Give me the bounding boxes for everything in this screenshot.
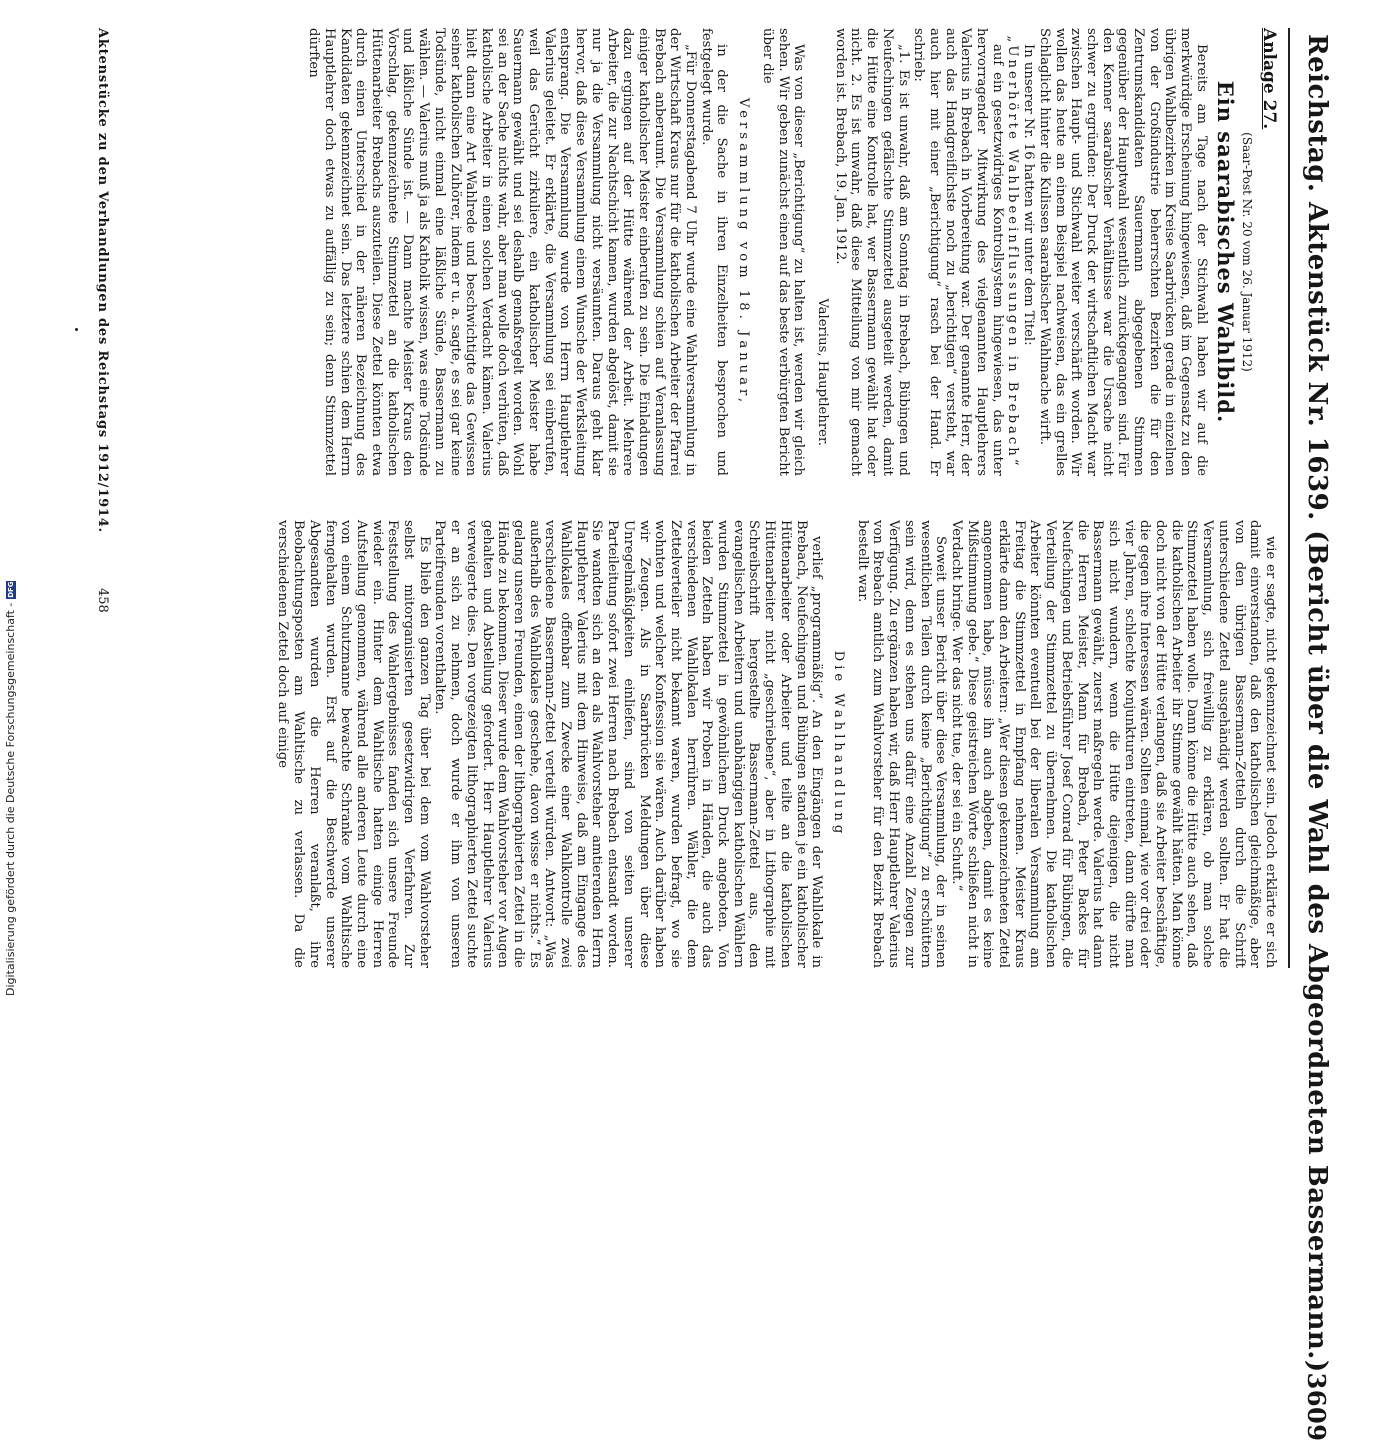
- paragraph: in der die Sache in ihren Einzelheiten besprochen und festgelegt wurde.: [698, 28, 730, 476]
- article-headline: Ein saarabisches Wahlbild.: [1212, 80, 1238, 424]
- digitization-credit: [4, 581, 17, 996]
- header-title: Reichstag. Aktenstück Nr. 1639. (Bericht über die Wahl des Abgeordneten Bassermann.): [1302, 34, 1332, 1373]
- paragraph: Soweit unser Bericht über diese Versammlung, der in seinen wesentlichen Teilen durch keine „Berichtigung“ zu erschüttern sein wird, denn es stehen uns dafür eine Anzahl Zeugen zur Verfügung. Zu ergänzen haben wir, daß Herr Hauptlehrer Valerius von Brebach amtlich zum Wahlvorsteher für den Bezirk Brebach bestellt war.: [854, 520, 949, 968]
- paragraph: Was von dieser „Berichtigung“ zu halten ist, werden wir gleich sehen. Wir geben zunächst einen auf das beste verbürgten Bericht über die: [759, 28, 807, 476]
- paragraph: wie er sagte, nicht gekennzeichnet sein. Jedoch erklärte er sich damit einverstanden, daß den katholischen gleichmäßige, aber von den übrigen Bassermann-Zetteln durch die Schrift unterschiedene Zettel ausgehändigt werden sollten. Er hat die Versammlung, sich freiwillig zu erklären, ob man solche Stimmzettel haben wolle. Dann könne die Hütte auch sehen, daß die katholischen Arbeiter ihr Stimme gewählt hätten. Man könne doch nicht von der Hütte verlangen, daß sie Arbeiter beschäftige, die gegen ihre Interessen wären. Sollten einmal, wie vor drei oder vier Jahren, schlechte Konjunkturen eintreten, dann dürfte man sich nicht wundern, wenn die Hütte diejenigen, die nicht Bassermann gewählt, zuerst maßregeln werde. Valerius hat dann die Herren Meister, Mann für Brebach, Peter Backes für Neufechingen und Betriebsführer Josef Conrad für Bübingen, die Verteilung der Stimmzettel zu übernehmen. Die katholischen Arbeiter könnten eventuell bei der liberalen Versammlung am Freitag die Stimmzettel in Empfang nehmen. Meister Kraus erklärte dann den Arbeitern: „Wer diesen gekennzeichneten Zettel angenommen habe, müsse ihn auch abgeben, damit es keine Mißstimmung gebe.“ Diese geistreichen Worte schließen nicht in Verdacht bringe. Wer das nicht tue, der sei ein Schuft.“: [948, 520, 1278, 968]
- page-footer: Aktenstücke zu den Verhandlungen des Reichstags 1912/1914.: [95, 28, 110, 533]
- document-page: [70, 28, 1340, 1441]
- paragraph: auf ein gesetzwidriges Kontrollsystem hingewiesen, das unter hervorragender Mitwirkung des vielgenannten Hauptlehrers Valerius in Brebach in Vorbereitung war. Der genannte Herr, der auch das Handgreiflichste noch zu „berichtigen“ versteht, war auch hier mit einer „Berichtigung“ rasch bei der Hand. Er schrieb:: [911, 28, 1005, 476]
- paragraph: „1. Es ist unwahr, daß am Sonntag in Brebach, Bübingen und Neufechingen gefälschte Stimmzettel ausgeteilt werden, damit die Hütte eine Kontrolle hat, wer Bassermann gewählt hat oder nicht. 2. Es ist unwahr, daß diese Mitteilung von mir gemacht worden ist. Brebach, 19. Jan. 1912.: [832, 28, 911, 476]
- section-heading: Versammlung vom 18. Januar,: [736, 97, 752, 407]
- header-page-number: 3609: [1302, 1372, 1332, 1441]
- page-header: [1294, 28, 1340, 1441]
- section-heading: Die Wahlhandlung: [831, 650, 847, 838]
- header-rule: [1288, 28, 1290, 968]
- page-number-bottom: 458: [95, 588, 110, 613]
- ink-dot: [75, 328, 78, 331]
- credit-text: Digitalisierung gefördert durch die Deutsche Forschungsgemeinschaft -: [4, 602, 17, 996]
- signature: Valerius, Hauptlehrer.: [815, 298, 831, 446]
- anlage-heading: Anlage 27.: [1259, 28, 1279, 130]
- quoted-title: „Unerhörte Wahlbeeinflussungen in Brebach“: [1005, 35, 1021, 469]
- source-line: (Saar-Post Nr. 20 vom 26. Januar 1912): [1240, 132, 1255, 372]
- dfg-logo: DFG: [6, 581, 15, 598]
- paragraph: „Für Donnerstagabend 7 Uhr wurde eine Wahlversammlung in der Wirtschaft Kraus nur für die katholischen Arbeiter der Pfarrei Brebach anberaumt. Die Versammlung schien auf Veranlassung einiger katholischer Meister einberufen zu sein. Die Einladungen dazu ergingen auf der Hütte während der Arbeit. Mehrere Arbeiter, die zur Nachtschicht kamen, wurden abgelöst, damit sie nur ja die Versammlung nicht versäumten. Daraus geht klar hervor, daß diese Versammlung einem Wunsche der Werksleitung entsprang. Die Versammlung wurde von Herrn Hauptlehrer Valerius geleitet. Er erklärte, die Versammlung sei einberufen, weil das Gerücht zirkuliere, ein katholischer Meister habe Sauermann gewählt und sei deshalb gemaßregelt worden. Wohl sei an der Sache nichts wahr, aber man wolle doch verhüten, daß katholische Arbeiter in einen solchen Verdacht kämen. Valerius hielt dann eine Art Wahlrede und beschwichtigte das Gewissen seiner katholischen Zuhörer, indem er u. a. sagte, es sei gar keine Todsünde, nicht einmal eine läßliche Sünde, Bassermann zu wählen. — Valerius muß ja als Katholik wissen, was eine Todsünde und läßliche Sünde ist. — Dann machte Meister Kraus den Vorschlag, gekennzeichnete Stimmzettel an die katholischen Hüttenarbeiter Brebachs auszuteilen. Diese Zettel könnten etwa durch einen Unterschied in der näheren Bezeichnung des Kandidaten gekennzeichnet sein. Das letztere schien dem Herrn Hauptlehrer doch etwas zu auffällig zu sein; denn Stimmzettel dürften: [306, 28, 699, 476]
- paragraph: Es blieb den ganzen Tag über bei dem vom Wahlvorsteher selbst mitorganisierten gesetzwidrigen Verfahren. Zur Feststellung des Wahlergebnisses fanden sich unsere Freunde wieder ein. Hinter dem Wahltische hatten einige Herren Aufstellung genommen, während alle anderen Leute durch eine von einem Schutzmanne bewachte Schranke vom Wahltische ferngehalten wurden. Erst auf die Beschwerde unserer Abgesandten wurden die Herren veranlaßt, ihre Beobachtungsposten am Wahltische zu verlassen. Da die verschiedenen Zettel doch auf einige: [275, 520, 432, 968]
- paragraph: In unserer Nr. 16 hatten wir unter dem Titel:: [1021, 44, 1037, 346]
- paragraph: Bereits am Tage nach der Stichwahl haben wir auf die merkwürdige Erscheinung hingewiesen, daß im Gegensatz zu den übrigen Wahlbezirken im Kreise Saarbrücken gerade in einzelnen von der Großindustrie beherrschten Bezirken die für den Zentrumskandidaten Sauermann abgegebenen Stimmen gegenüber der Hauptwahl wesentlich zurückgegangen sind. Für den Kenner saarabischer Verhältnisse war die Ursache nicht schwer zu ergründen: Der Druck der wirtschaftlichen Macht war zwischen Haupt- und Stichwahl weiter verschärft worden. Wir wollen das heute an einem Beispiel nachweisen, das ein grelles Schlaglicht hinter die Kulissen saarabischer Wahlmache wirft.: [1036, 28, 1209, 476]
- paragraph: verlief „programmäßig“. An den Eingängen der Wahllokale in Brebach, Neufechingen und Bübingen standen je ein katholischer Hüttenarbeiter oder Arbeiter und teilte an die katholischen Hüttenarbeiter nicht „geschriebene“, aber in Lithographie mit Schreibschrift hergestellte Bassermann-Zettel aus, den evangelischen Arbeitern und unabhängigen katholischen Wählern wurden Stimmzettel in gewöhnlichem Druck angeboten. Von beiden Zetteln haben wir Proben in Händen, die auch das verschiedenen Wahllokalen herrühren. Wähler, die dem Zettelverteiler nicht bekannt waren, wurden befragt, wo sie wohnten und welcher Konfession sie wären. Auch darüber haben wir Zeugen. Als in Saarbrücken Meldungen über diese Unregelmäßigkeiten einliefen, sind von seiten unserer Parteileitung sofort zwei Herren nach Brebach entsandt worden. Sie wandten sich an den als Wahlvorsteher amtierenden Herrn Hauptlehrer Valerius mit dem Hinweise, daß am Eingange des Wahllokales offenbar zum Zwecke einer Wahlkontrolle zwei verschiedene Bassermann-Zettel verteilt würden. Antwort: „Was außerhalb des Wahllokales geschehe, davon wisse er nichts.“ Es gelang unseren Freunden, einen der lithographierten Zettel in die Hände zu bekommen. Dieser wurde dem Wahlvorsteher vor Augen gehalten und Abstellung gefordert. Herr Hauptlehrer Valerius verweigerte dies. Den vorgezeigten lithographierten Zettel suchte er an sich zu nehmen, doch wurde er ihm von unseren Parteifreunden vorenthalten.: [432, 520, 825, 968]
- left-column: [306, 28, 1278, 476]
- right-column: [275, 520, 1278, 968]
